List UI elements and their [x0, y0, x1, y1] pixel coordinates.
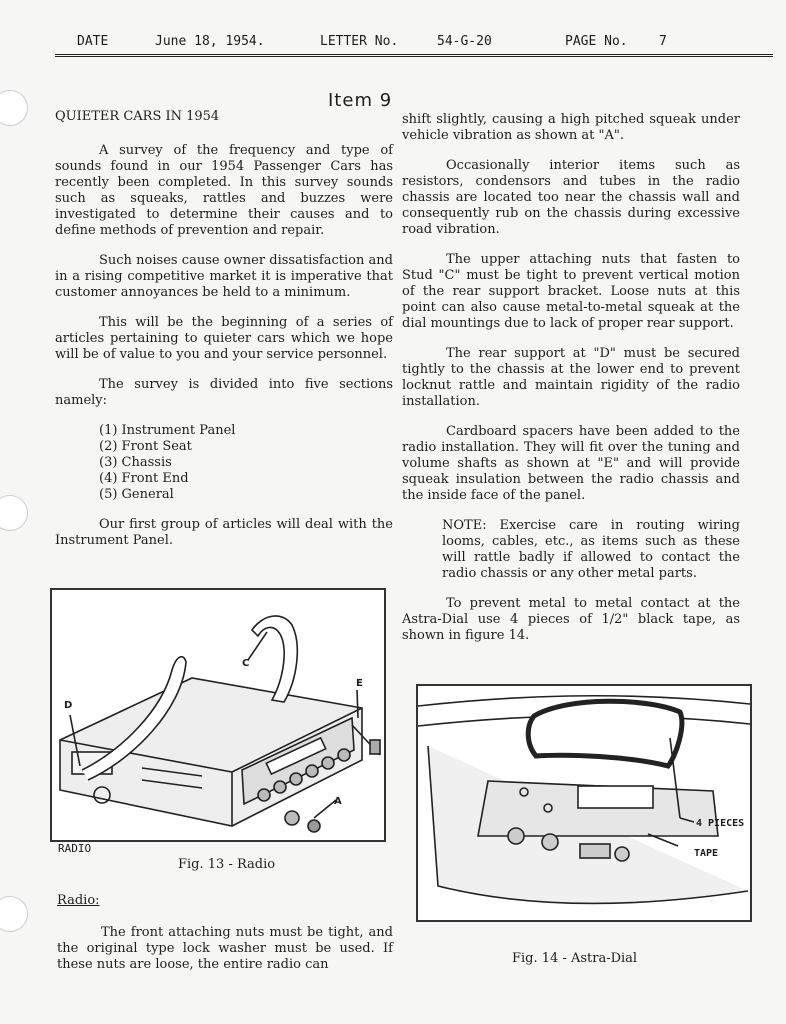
label-a: A [334, 796, 342, 807]
paragraph: Such noises cause owner dissatisfaction and in a rising competitive market it is imperative that customer annoyances be held to a minimum. [55, 253, 393, 300]
astra-dial-illustration [418, 686, 750, 920]
label-c: C [242, 658, 250, 669]
right-column [402, 112, 740, 658]
item-title: Item 9 [328, 90, 393, 111]
radio-paragraph-block [57, 925, 393, 987]
figure-14-astra-dial [416, 684, 752, 922]
page-header [55, 32, 773, 57]
paragraph: The upper attaching nuts that fasten to Stud "C" must be tight to prevent vertical motion of the rear support bracket. Loose nuts at this point can also cause metal-to-metal squeak at the dial mountings due to lack of proper rear support. [402, 252, 740, 331]
letter-label: LETTER No. [320, 34, 399, 49]
left-column [55, 143, 393, 563]
figure-13-caption: Fig. 13 - Radio [178, 857, 276, 872]
paragraph: shift slightly, causing a high pitched squeak under vehicle vibration as shown at "A". [402, 112, 740, 143]
list-item: (4) Front End [99, 471, 189, 486]
page-label: PAGE No. [565, 34, 628, 49]
page-value: 7 [659, 34, 667, 49]
tape-label: TAPE [694, 848, 719, 859]
paragraph: Cardboard spacers have been added to the radio installation. They will fit over the tuning and volume shafts as shown at "E" and will provide squeak insulation between the radio chassis and the inside face of the panel. [402, 424, 740, 503]
radio-heading: Radio: [57, 893, 100, 908]
figure-13-radio [50, 588, 386, 842]
paragraph: A survey of the frequency and type of sounds found in our 1954 Passenger Cars has recently been completed. In this survey sounds such as squeaks, rattles and buzzes were investigated to determine their causes and to define methods of prevention and repair. [55, 143, 393, 238]
list-item: (3) Chassis [99, 455, 172, 470]
date-label: DATE [77, 34, 109, 49]
label-e: E [356, 678, 363, 689]
pieces-label: 4 PIECES [696, 818, 745, 829]
paragraph: Occasionally interior items such as resistors, condensors and tubes in the radio chassis are located too near the chassis wall and consequently rub on the chassis during excessive road vibration. [402, 158, 740, 237]
label-d: D [64, 700, 73, 711]
paragraph: The survey is divided into five sections namely: [55, 377, 393, 408]
binder-hole [0, 90, 28, 126]
figure-14-caption: Fig. 14 - Astra-Dial [512, 951, 638, 966]
paragraph: The rear support at "D" must be secured tightly to the chassis at the lower end to prevent locknut rattle and maintain rigidity of the radio installation. [402, 346, 740, 409]
date-value: June 18, 1954. [155, 34, 265, 49]
paragraph: To prevent metal to metal contact at the Astra-Dial use 4 pieces of 1/2" black tape, as shown in figure 14. [402, 596, 740, 643]
paragraph: This will be the beginning of a series of articles pertaining to quieter cars which we hope will be of value to you and your service personnel. [55, 315, 393, 362]
paragraph: Our first group of articles will deal with the Instrument Panel. [55, 517, 393, 548]
section-title: QUIETER CARS IN 1954 [55, 109, 220, 124]
letter-value: 54-G-20 [437, 34, 492, 49]
list-item: (5) General [99, 487, 174, 502]
list-item: (1) Instrument Panel [99, 423, 236, 438]
binder-hole [0, 896, 28, 932]
sections-list [55, 423, 393, 503]
note-paragraph: NOTE: Exercise care in routing wiring looms, cables, etc., as items such as these will rattle badly if allowed to contact the radio chassis or any other metal parts. [442, 518, 740, 581]
binder-hole [0, 495, 28, 531]
list-item: (2) Front Seat [99, 439, 192, 454]
radio-label: RADIO [58, 842, 92, 855]
paragraph: The front attaching nuts must be tight, and the original type lock washer must be used. If these nuts are loose, the entire radio can [57, 925, 393, 972]
